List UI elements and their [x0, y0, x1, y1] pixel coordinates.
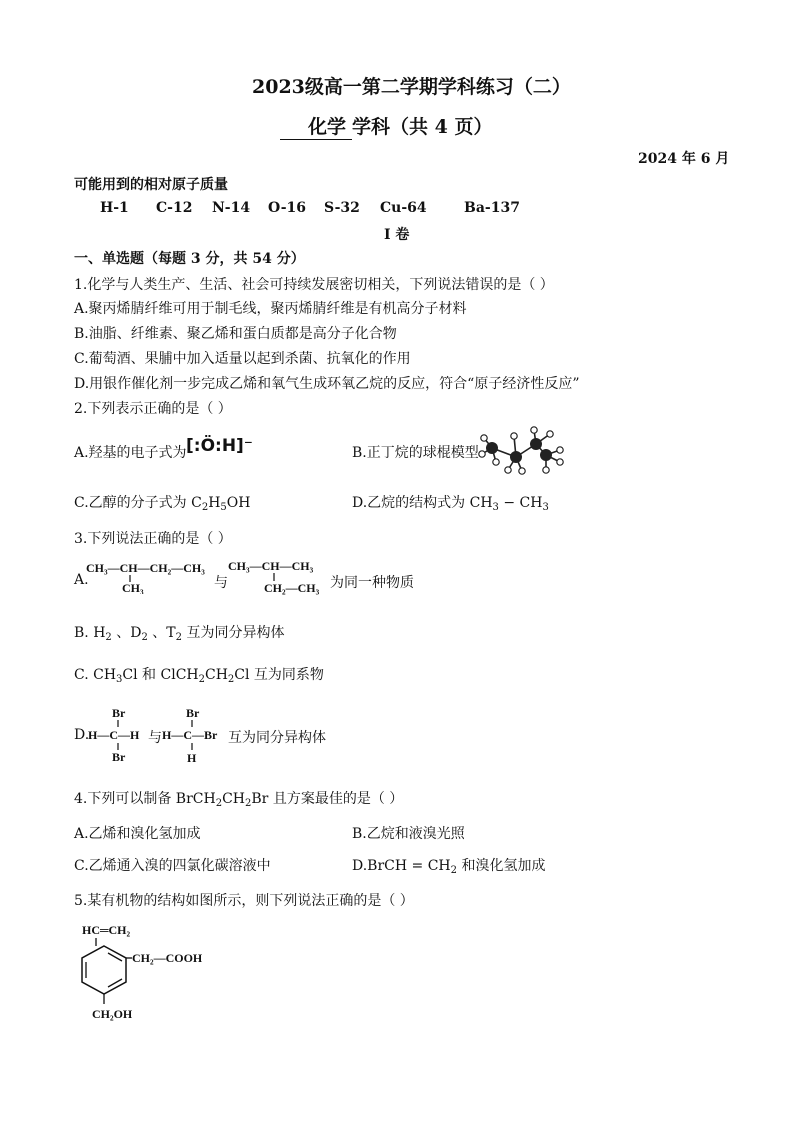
q1-option-a[interactable]: A.聚丙烯腈纤维可用于制毛线，聚丙烯腈纤维是有机高分子材料	[74, 301, 467, 317]
q3-d1-mid: H—C—H	[88, 728, 140, 742]
q4-option-a[interactable]: A.乙烯和溴化氢加成	[74, 826, 201, 842]
q2-d-mid: − CH	[498, 495, 543, 511]
atomic-mass-n: N-14	[212, 200, 251, 216]
q3-c-s1: 3	[116, 674, 123, 685]
atomic-mass-h: H-1	[100, 200, 129, 216]
q3-a-structure-1	[86, 558, 216, 594]
q3-d1-bot: Br	[112, 750, 126, 764]
q2-d-sub2: 3	[542, 502, 549, 513]
q2-d-text: D.乙烷的结构式为 CH	[352, 495, 493, 511]
q3-b-end: 互为同分异构体	[182, 625, 285, 641]
q4-stem-end: Br 且方案最佳的是（ ）	[251, 791, 404, 807]
page-title: 2023级高一第二学期学科练习（二）	[252, 76, 571, 98]
exam-date: 2024 年 6 月	[638, 151, 730, 167]
hydroxyl-electron-formula: [:Ö:H]⁻	[186, 436, 253, 456]
q3-option-b[interactable]	[74, 622, 284, 643]
q3-a-mid: 与	[214, 575, 228, 591]
q3-b-s1: 2	[105, 632, 112, 643]
q4-stem-s2: 2	[245, 798, 252, 809]
n-butane-ball-stick-model	[476, 426, 568, 478]
q3-d-prefix: D.	[74, 727, 90, 743]
q3-c-m2: CH	[205, 667, 228, 683]
q3-c-m1: Cl 和 ClCH	[122, 667, 199, 683]
q3-b-s2: 2	[141, 632, 148, 643]
q3-b-m2: 、T	[147, 625, 176, 641]
atomic-mass-label: 可能用到的相对原子质量	[74, 177, 228, 193]
q3-option-d[interactable]	[74, 727, 89, 743]
subject-name: 化学	[280, 112, 352, 140]
atomic-mass-ba: Ba-137	[464, 200, 520, 216]
q4-stem	[74, 788, 403, 809]
q4-d-sub: 2	[450, 865, 458, 876]
q5-molecule-structure	[74, 916, 234, 1026]
q3-c-s3: 2	[227, 674, 235, 685]
q3-a-s2-main: CH₃—CH—CH₃	[228, 559, 314, 573]
q3-b-pre: B. H	[74, 625, 106, 641]
q3-a-s2-branch: CH₂—CH₃	[264, 581, 320, 595]
atomic-mass-s: S-32	[324, 200, 360, 216]
q3-a-structure-2	[228, 556, 332, 596]
atomic-mass-o: O-16	[268, 200, 307, 216]
q3-d-structure-1	[88, 704, 150, 764]
subject-line	[280, 112, 492, 140]
q4-stem-pre: 4.下列可以制备 BrCH	[74, 791, 216, 807]
q4-stem-m: CH	[222, 791, 246, 807]
q5-vinyl-label: HC═CH₂	[82, 923, 131, 937]
atomic-mass-c: C-12	[156, 200, 193, 216]
q1-stem: 1.化学与人类生产、生活、社会可持续发展密切相关，下列说法错误的是（ ）	[74, 277, 554, 293]
q2-option-c[interactable]	[74, 492, 250, 513]
q5-bottom-label: CH₂OH	[92, 1007, 133, 1021]
q3-d2-top: Br	[186, 706, 200, 720]
q3-b-s3: 2	[175, 632, 183, 643]
q4-stem-s1: 2	[215, 798, 223, 809]
q3-stem: 3.下列说法正确的是（ ）	[74, 531, 232, 547]
q2-d-sub1: 3	[492, 502, 499, 513]
q3-a-prefix: A.	[74, 572, 89, 588]
q2-c-sub2: 5	[220, 502, 227, 513]
q2-stem: 2.下列表示正确的是（ ）	[74, 401, 232, 417]
q3-d-suffix: 互为同分异构体	[228, 730, 326, 746]
q4-option-c[interactable]: C.乙烯通入溴的四氯化碳溶液中	[74, 858, 271, 874]
q3-d-mid: 与	[148, 730, 162, 746]
q3-c-pre: C. CH	[74, 667, 117, 683]
q3-a-s1-branch: CH₃	[122, 581, 144, 594]
atomic-mass-cu: Cu-64	[380, 200, 427, 216]
q3-a-s1-main: CH₃—CH—CH₂—CH₃	[86, 561, 205, 575]
volume-label: I 卷	[384, 227, 410, 243]
q5-stem: 5.某有机物的结构如图所示，则下列说法正确的是（ ）	[74, 893, 414, 909]
q3-option-c[interactable]	[74, 664, 324, 685]
q1-option-c[interactable]: C.葡萄酒、果脯中加入适量以起到杀菌、抗氧化的作用	[74, 351, 411, 367]
section-heading: 一、单选题（每题 3 分，共 54 分）	[74, 251, 305, 267]
q3-d-structure-2	[162, 704, 236, 766]
q2-option-a[interactable]: A.羟基的电子式为	[74, 445, 187, 461]
q3-d2-mid: H—C—Br	[162, 728, 218, 742]
q2-option-d[interactable]	[352, 492, 549, 513]
q2-c-text: C.乙醇的分子式为 C	[74, 495, 202, 511]
q2-option-b[interactable]: B.正丁烷的球棍模型	[352, 445, 479, 461]
q1-option-b[interactable]: B.油脂、纤维素、聚乙烯和蛋白质都是高分子化合物	[74, 326, 397, 342]
subject-suffix: 学科（共 4 页）	[352, 116, 493, 138]
q4-option-b[interactable]: B.乙烷和液溴光照	[352, 826, 465, 842]
q3-a-suffix: 为同一种物质	[330, 575, 414, 591]
q3-c-s2: 2	[198, 674, 205, 685]
q4-d-pre: D.BrCH = CH	[352, 858, 451, 874]
q5-side-chain-label: CH₂—COOH	[132, 951, 203, 965]
q2-c-mid: H	[208, 495, 221, 511]
q3-d2-bot: H	[187, 751, 197, 765]
q3-d1-top: Br	[112, 706, 126, 720]
q4-option-d[interactable]	[352, 855, 545, 876]
q2-c-sub1: 2	[201, 502, 209, 513]
q3-b-m1: 、D	[111, 625, 142, 641]
q3-c-end: Cl 互为同系物	[234, 667, 324, 683]
q1-option-d[interactable]: D.用银作催化剂一步完成乙烯和氧气生成环氧乙烷的反应，符合“原子经济性反应”	[74, 376, 580, 392]
q2-c-end: OH	[226, 495, 251, 511]
q4-d-end: 和溴化氢加成	[457, 858, 546, 874]
